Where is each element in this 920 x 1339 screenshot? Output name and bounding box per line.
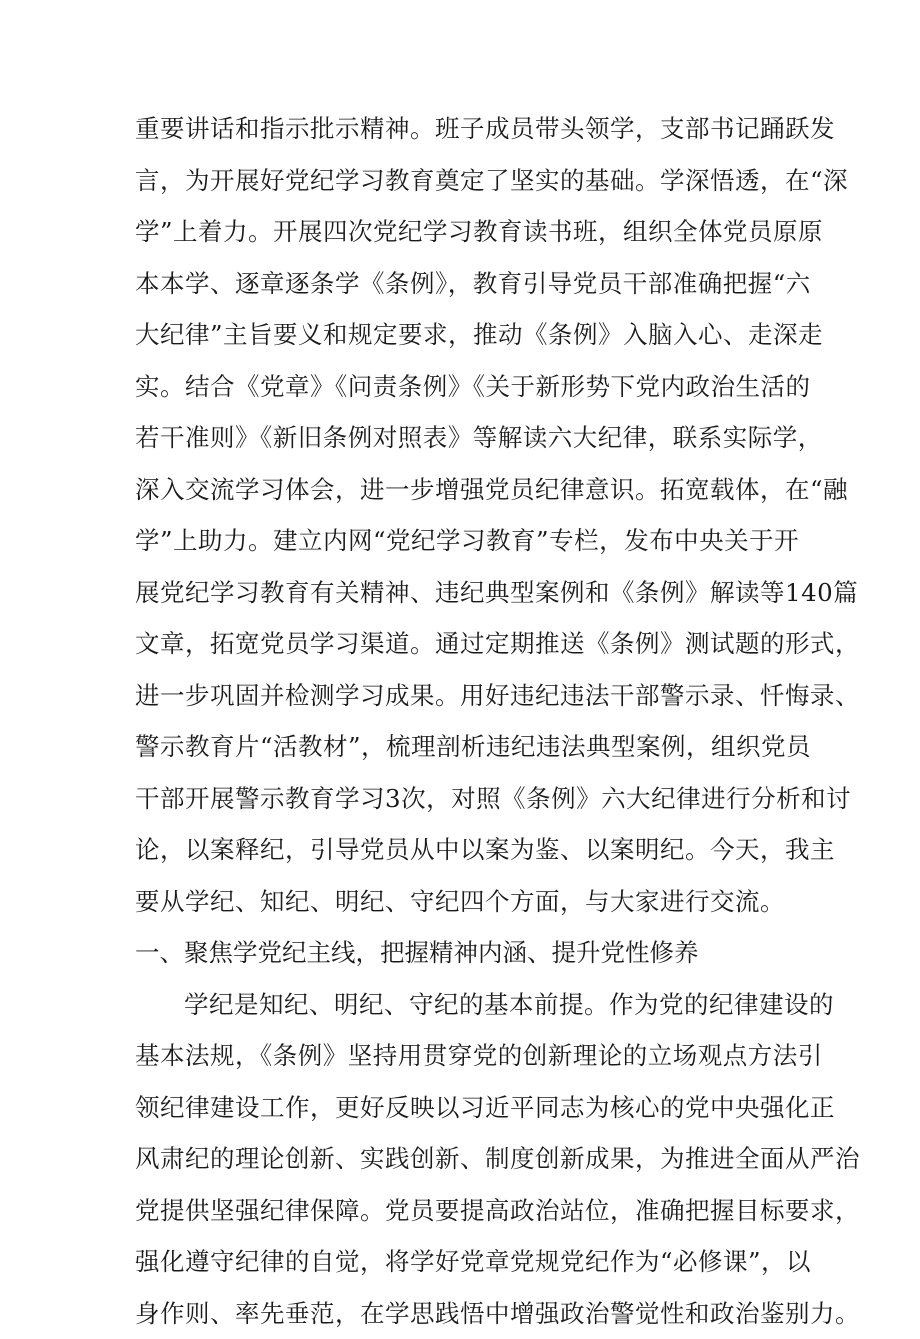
text-line: 论，以案释纪，引导党员从中以案为鉴、以案明纪。今天，我主 <box>135 824 795 876</box>
document-body <box>135 103 795 1339</box>
text-line: 进一步巩固并检测学习成果。用好违纪违法干部警示录、忏悔录、 <box>135 670 795 722</box>
text-line: 领纪律建设工作，更好反映以习近平同志为核心的党中央强化正 <box>135 1082 795 1134</box>
text-line: 本本学、逐章逐条学《条例》，教育引导党员干部准确把握“六 <box>135 258 795 310</box>
text-line: 党提供坚强纪律保障。党员要提高政治站位，准确把握目标要求， <box>135 1185 795 1237</box>
text-line: 言，为开展好党纪学习教育奠定了坚实的基础。学深悟透，在“深 <box>135 155 795 207</box>
text-line: 警示教育片“活教材”，梳理剖析违纪违法典型案例，组织党员 <box>135 721 795 773</box>
body-paragraph-2 <box>135 979 795 1339</box>
text-line: 实。结合《党章》《问责条例》《关于新形势下党内政治生活的 <box>135 361 795 413</box>
text-line: 学纪是知纪、明纪、守纪的基本前提。作为党的纪律建设的 <box>135 979 795 1031</box>
text-line: 重要讲话和指示批示精神。班子成员带头领学，支部书记踊跃发 <box>135 103 795 155</box>
text-line: 强化遵守纪律的自觉，将学好党章党规党纪作为“必修课”，以 <box>135 1236 795 1288</box>
text-line: 学”上着力。开展四次党纪学习教育读书班，组织全体党员原原 <box>135 206 795 258</box>
text-line: 文章，拓宽党员学习渠道。通过定期推送《条例》测试题的形式， <box>135 618 795 670</box>
text-line: 展党纪学习教育有关精神、违纪典型案例和《条例》解读等140篇 <box>135 567 795 619</box>
text-line: 若干准则》《新旧条例对照表》等解读六大纪律，联系实际学， <box>135 412 795 464</box>
text-line: 要从学纪、知纪、明纪、守纪四个方面，与大家进行交流。 <box>135 876 795 928</box>
section-heading: 一、聚焦学党纪主线，把握精神内涵、提升党性修养 <box>135 927 795 979</box>
text-line: 身作则、率先垂范，在学思践悟中增强政治警觉性和政治鉴别力。 <box>135 1288 795 1339</box>
body-paragraph-1 <box>135 103 795 927</box>
text-line: 深入交流学习体会，进一步增强党员纪律意识。拓宽载体，在“融 <box>135 464 795 516</box>
text-line: 大纪律”主旨要义和规定要求，推动《条例》入脑入心、走深走 <box>135 309 795 361</box>
text-line: 基本法规，《条例》坚持用贯穿党的创新理论的立场观点方法引 <box>135 1030 795 1082</box>
text-line: 风肃纪的理论创新、实践创新、制度创新成果，为推进全面从严治 <box>135 1133 795 1185</box>
text-line: 学”上助力。建立内网“党纪学习教育”专栏，发布中央关于开 <box>135 515 795 567</box>
text-line: 干部开展警示教育学习3次，对照《条例》六大纪律进行分析和讨 <box>135 773 795 825</box>
